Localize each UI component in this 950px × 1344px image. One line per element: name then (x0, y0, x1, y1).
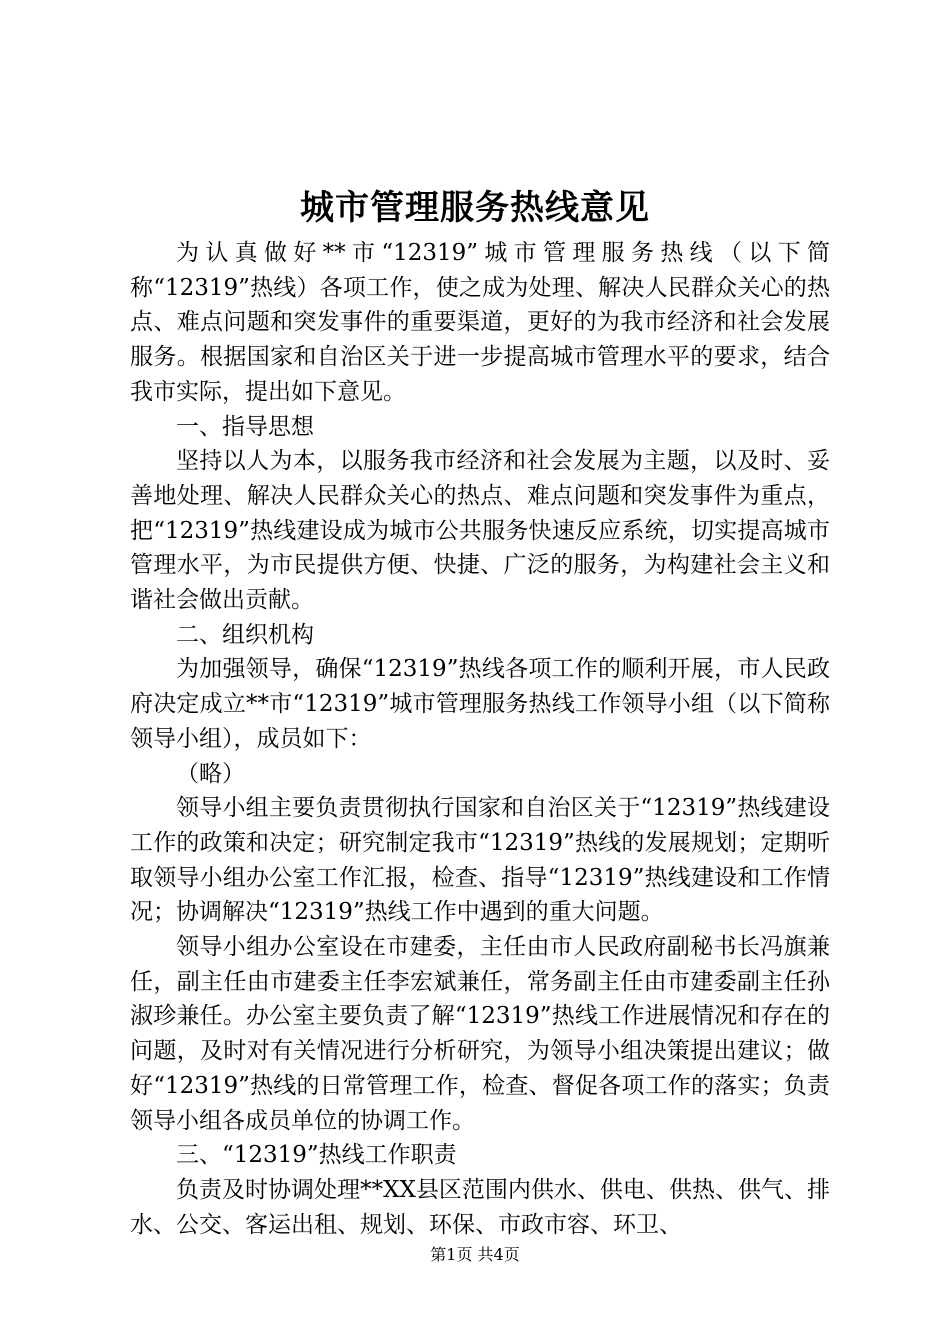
paragraph-hotline-duties: 负责及时协调处理**XX县区范围内供水、供电、供热、供气、排水、公交、客运出租、规划、环保、市政市容、环卫、 (130, 1176, 830, 1238)
paragraph-intro: 为认真做好**市“12319”城市管理服务热线（以下简称“12319”热线）各项工作，使之成为处理、解决人民群众关心的热点、难点问题和突发事件的重要渠道，更好的为我市经济和社会发展服务。根据国家和自治区关于进一步提高城市管理水平的要求，结合我市实际，提出如下意见。 (130, 240, 830, 405)
paragraph-organization: 为加强领导，确保“12319”热线各项工作的顺利开展，市人民政府决定成立**市“12319”城市管理服务热线工作领导小组（以下简称领导小组），成员如下： (130, 656, 830, 752)
paragraph-leading-group-duties: 领导小组主要负责贯彻执行国家和自治区关于“12319”热线建设工作的政策和决定；研究制定我市“12319”热线的发展规划；定期听取领导小组办公室工作汇报，检查、指导“12319”热线建设和工作情况；协调解决“12319”热线工作中遇到的重大问题。 (130, 795, 830, 926)
section-heading-guiding-thought: 一、指导思想 (176, 413, 314, 440)
section-heading-organization: 二、组织机构 (176, 621, 314, 648)
page-number: 第1页 共4页 (430, 1245, 520, 1264)
paragraph-office-duties: 领导小组办公室设在市建委，主任由市人民政府副秘书长冯旗兼任，副主任由市建委主任李宏斌兼任，常务副主任由市建委副主任孙淑珍兼任。办公室主要负责了解“12319”热线工作进展情况和存在的问题，及时对有关情况进行分析研究，为领导小组决策提出建议；做好“12319”热线的日常管理工作，检查、督促各项工作的落实；负责领导小组各成员单位的协调工作。 (130, 934, 830, 1134)
paragraph-guiding-thought: 坚持以人为本，以服务我市经济和社会发展为主题，以及时、妥善地处理、解决人民群众关心的热点、难点问题和突发事件为重点，把“12319”热线建设成为城市公共服务快速反应系统，切实提高城市管理水平，为市民提供方便、快捷、广泛的服务，为构建社会主义和谐社会做出贡献。 (130, 448, 830, 614)
document-body (130, 236, 830, 1242)
document-title: 城市管理服务热线意见 (300, 188, 650, 228)
paragraph-omitted: （略） (176, 760, 245, 787)
section-heading-hotline-duties: 三、“12319”热线工作职责 (176, 1142, 457, 1169)
